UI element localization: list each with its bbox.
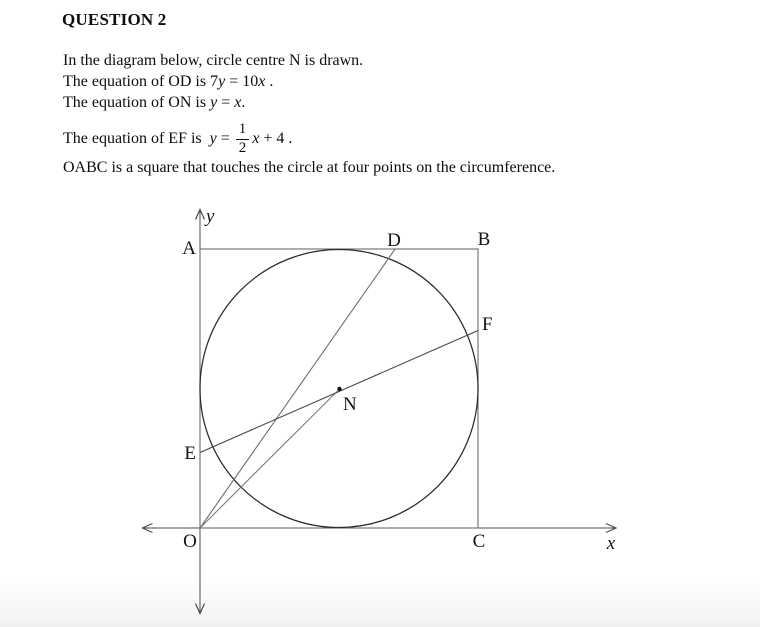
label-n: N xyxy=(343,394,357,415)
equation-ef-prefix: The equation of EF is xyxy=(63,130,210,147)
label-a: A xyxy=(182,238,196,259)
line-od xyxy=(200,249,396,529)
label-o: O xyxy=(183,531,197,552)
equation-od-mid: = 10 xyxy=(225,73,259,90)
math-var-y: y xyxy=(209,130,217,147)
math-var-x: x xyxy=(258,73,266,90)
intro-text: In the diagram below, circle centre N is drawn. xyxy=(63,52,364,69)
label-b: B xyxy=(477,229,491,250)
closing-text: OABC is a square that touches the circle at four points on the circumference. xyxy=(63,159,556,176)
label-d: D xyxy=(387,230,401,251)
equation-ef-equals: = xyxy=(216,130,234,147)
equation-ef-suffix: + 4 . xyxy=(259,130,293,147)
equation-on-prefix: The equation of ON is xyxy=(63,94,211,111)
point-n-dot xyxy=(337,387,341,391)
label-x-axis: x xyxy=(606,533,616,554)
line-on xyxy=(200,390,339,529)
equation-on-suffix: . xyxy=(241,94,246,111)
fraction-numerator: 1 xyxy=(236,122,250,140)
equation-od-suffix: . xyxy=(265,73,274,90)
label-f: F xyxy=(482,314,493,335)
math-var-y: y xyxy=(210,94,218,111)
equation-od-prefix: The equation of OD is 7 xyxy=(63,73,219,90)
label-e: E xyxy=(184,443,196,464)
line-ef xyxy=(200,331,478,453)
label-y-axis: y xyxy=(206,206,215,227)
question-title: QUESTION 2 xyxy=(62,10,167,29)
equation-on-mid: = xyxy=(217,94,235,111)
math-var-x: x xyxy=(252,130,260,147)
math-var-y: y xyxy=(218,73,226,90)
label-c: C xyxy=(472,531,486,552)
fraction-denominator: 2 xyxy=(238,139,247,156)
math-var-x: x xyxy=(234,94,242,111)
